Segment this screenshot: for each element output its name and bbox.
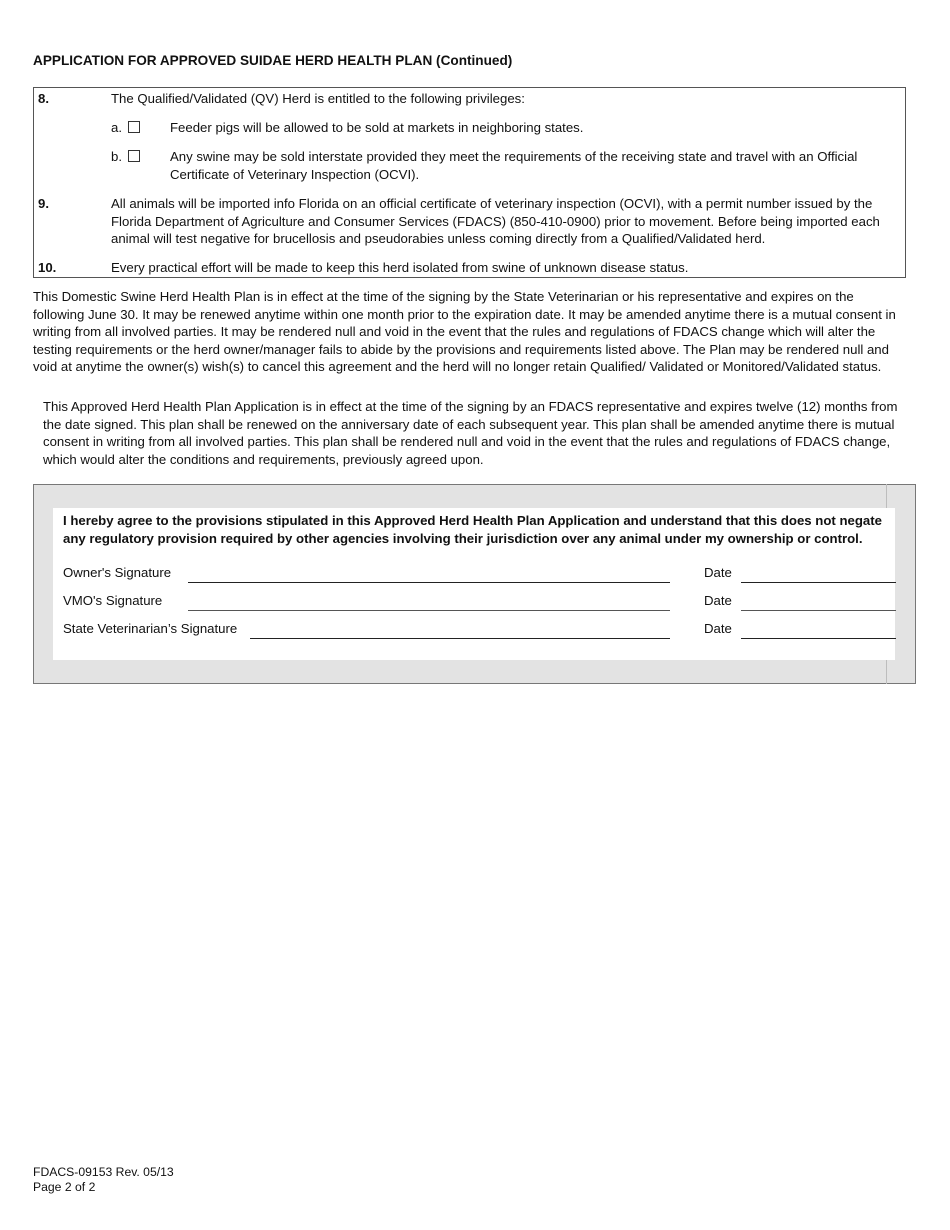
state-vet-signature-row <box>63 620 896 640</box>
item-text: Every practical effort will be made to keep this herd isolated from swine of unknown disease status. <box>111 260 689 275</box>
privilege-letter: b. <box>111 149 122 164</box>
form-number: FDACS-09153 Rev. 05/13 <box>33 1165 174 1179</box>
provisions-table <box>33 87 906 278</box>
date-label: Date <box>704 593 732 608</box>
agreement-statement: I hereby agree to the provisions stipulated in this Approved Herd Health Plan Application and understand that this does not negate any regulatory provision required by other agencies involving their jurisdiction over any animal under my ownership or control. <box>63 513 882 546</box>
owner-signature-row <box>63 564 896 584</box>
page-title: APPLICATION FOR APPROVED SUIDAE HERD HEALTH PLAN (Continued) <box>33 53 513 68</box>
plan-terms-paragraph: This Domestic Swine Herd Health Plan is in effect at the time of the signing by the State Veterinarian or his representative and expires on the following June 30. It may be renewed anytime within one month prior to the expiration date. It may be amended anytime there is a mutual consent in writing from all involved parties. It may be rendered null and void in the event that the rules and regulations of FDACS change which will alter the testing requirements or the herd owner/manager fails to abide by the provisions and requirements listed above. The Plan may be rendered null and void at anytime the owner(s) wish(s) to cancel this agreement and the herd will no longer retain Qualified/ Validated or Monitored/Validated status. <box>33 289 896 375</box>
vmo-date-field[interactable] <box>741 610 896 611</box>
application-terms-paragraph: This Approved Herd Health Plan Application is in effect at the time of the signing by an FDACS representative and expires twelve (12) months from the date signed. This plan shall be renewed on the anniversary date of each subsequent year. This plan shall be amended anytime there is mutual consent in writing from all involved parties. This plan shall be rendered null and void in the event that the rules and regulations of FDACS change, which would alter the conditions and requirements, previously agreed upon. <box>43 399 898 467</box>
state-vet-date-field[interactable] <box>741 638 896 639</box>
owner-signature-label: Owner's Signature <box>63 565 172 580</box>
vmo-signature-field[interactable] <box>188 610 670 611</box>
item-number: 9. <box>38 196 49 211</box>
date-label: Date <box>704 621 732 636</box>
item-number: 8. <box>38 91 49 106</box>
privilege-text: Any swine may be sold interstate provided they meet the requirements of the receiving state and travel with an Official Certificate of Veterinary Inspection (OCVI). <box>170 149 858 182</box>
owner-date-field[interactable] <box>741 582 896 583</box>
state-vet-signature-field[interactable] <box>250 638 670 639</box>
form-footer <box>33 1165 174 1195</box>
item-number: 10. <box>38 260 57 275</box>
item-text: All animals will be imported info Florida on an official certificate of veterinary inspection (OCVI), with a permit number issued by the Florida Department of Agriculture and Consumer Services (FDACS) (850-410-0900) prior to movement. Before being imported each animal will test negative for brucellosis and pseudorabies unless coming directly from a Qualified/Validated herd. <box>111 196 880 247</box>
date-label: Date <box>704 565 732 580</box>
vmo-signature-label: VMO's Signature <box>63 593 163 608</box>
privilege-letter: a. <box>111 120 122 135</box>
state-vet-signature-label: State Veterinarian’s Signature <box>63 621 238 636</box>
owner-signature-field[interactable] <box>188 582 670 583</box>
privilege-a-checkbox[interactable] <box>128 121 140 133</box>
item-text: The Qualified/Validated (QV) Herd is entitled to the following privileges: <box>111 91 525 106</box>
page-number: Page 2 of 2 <box>33 1180 96 1194</box>
privilege-text: Feeder pigs will be allowed to be sold at markets in neighboring states. <box>170 120 584 135</box>
privilege-b-checkbox[interactable] <box>128 150 140 162</box>
vmo-signature-row <box>63 592 896 612</box>
